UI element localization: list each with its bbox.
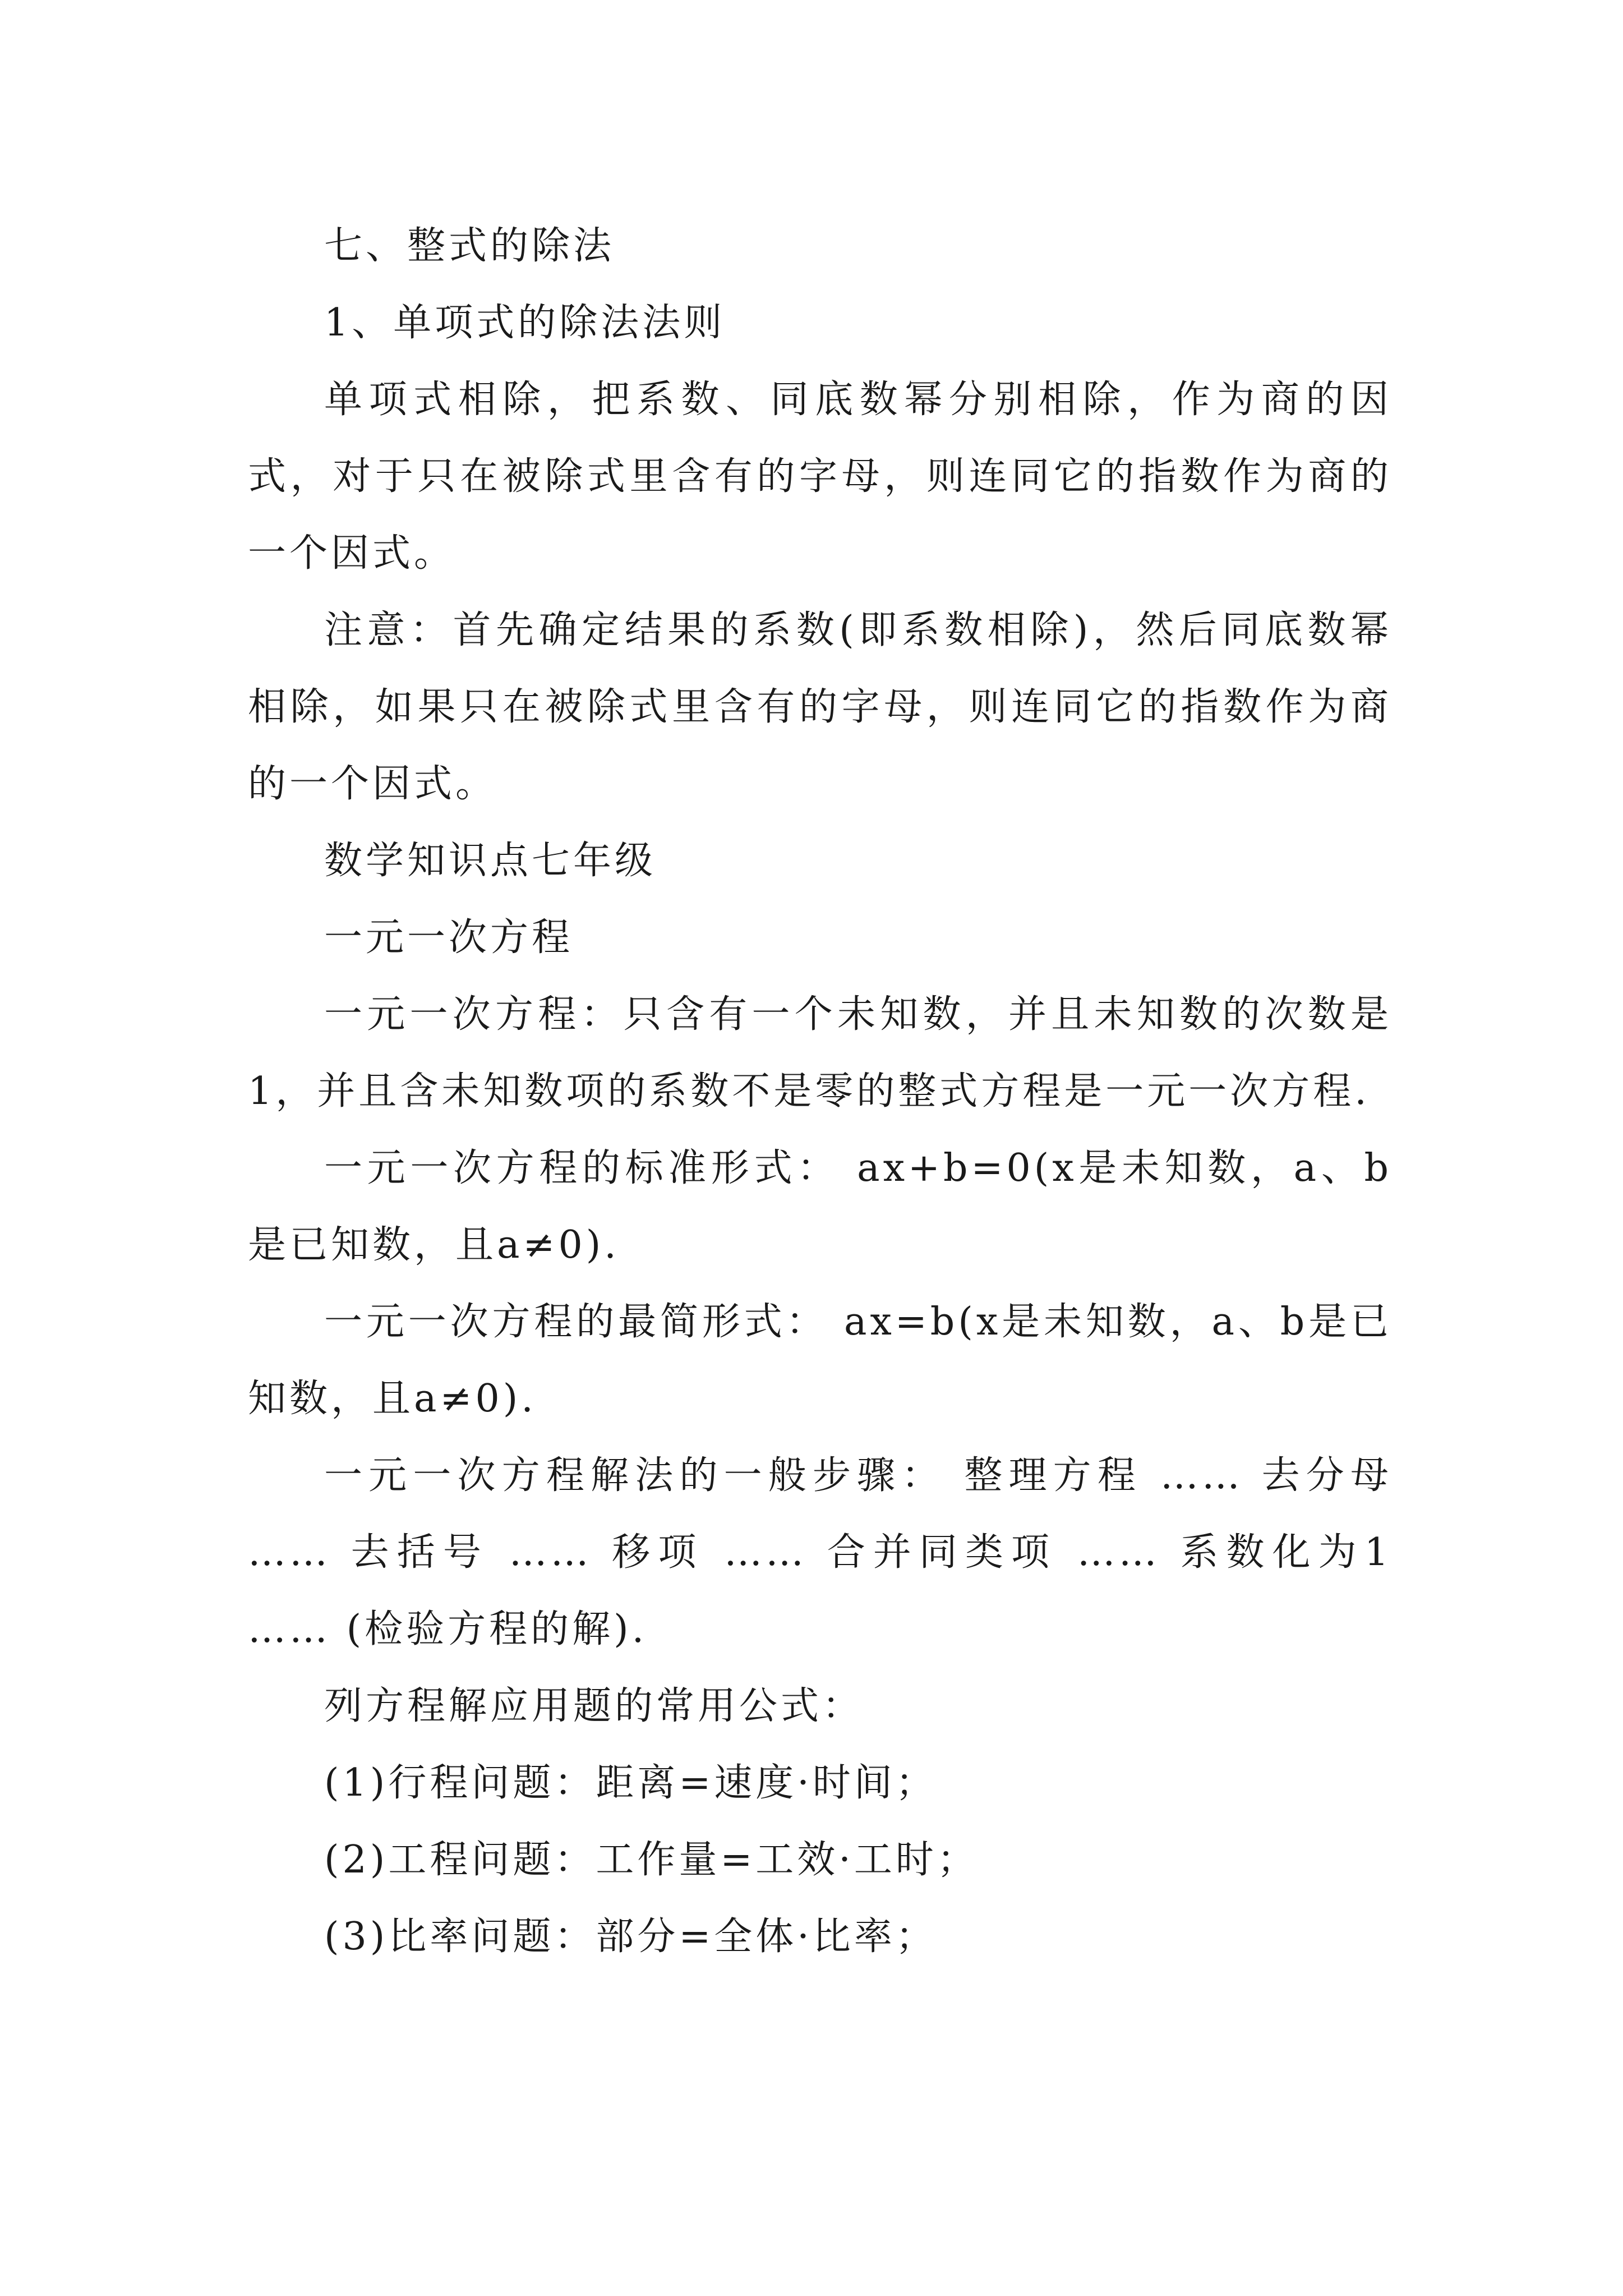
paragraph-standard-form: 一元一次方程的标准形式： ax+b=0(x是未知数，a、b是已知数，且a≠0).	[248, 1146, 1392, 1267]
document-body	[248, 208, 1392, 1975]
paragraph-common-formulas: 列方程解应用题的常用公式：	[324, 1684, 864, 1728]
paragraph-solving-steps: 一元一次方程解法的一般步骤： 整理方程 …… 去分母 …… 去括号 …… 移项 …… 合并同类项 …… 系数化为1 …… (检验方程的解).	[248, 1453, 1392, 1651]
paragraph-simplest-form: 一元一次方程的最简形式： ax=b(x是未知数，a、b是已知数，且a≠0).	[248, 1300, 1392, 1421]
section-heading-division: 七、整式的除法	[324, 224, 615, 268]
heading-grade7-knowledge: 数学知识点七年级	[324, 839, 657, 883]
paragraph-linear-equation-definition: 一元一次方程：只含有一个未知数，并且未知数的次数是1，并且含未知数项的系数不是零的整式方程是一元一次方程.	[248, 992, 1392, 1114]
formula-travel-problem: (1)行程问题：距离=速度·时间；	[324, 1761, 937, 1805]
formula-work-problem: (2)工程问题：工作量=工效·工时；	[324, 1838, 979, 1882]
formula-ratio-problem: (3)比率问题：部分=全体·比率；	[324, 1915, 937, 1959]
paragraph-monomial-rule: 单项式相除，把系数、同底数幂分别相除，作为商的因式，对于只在被除式里含有的字母，则连同它的指数作为商的一个因式。	[248, 378, 1392, 576]
heading-linear-equation: 一元一次方程	[324, 915, 574, 960]
subheading-monomial-division-rule: 1、单项式的除法法则	[324, 301, 726, 345]
paragraph-note: 注意：首先确定结果的系数(即系数相除)，然后同底数幂相除，如果只在被除式里含有的字母，则连同它的指数作为商的一个因式。	[248, 608, 1392, 806]
